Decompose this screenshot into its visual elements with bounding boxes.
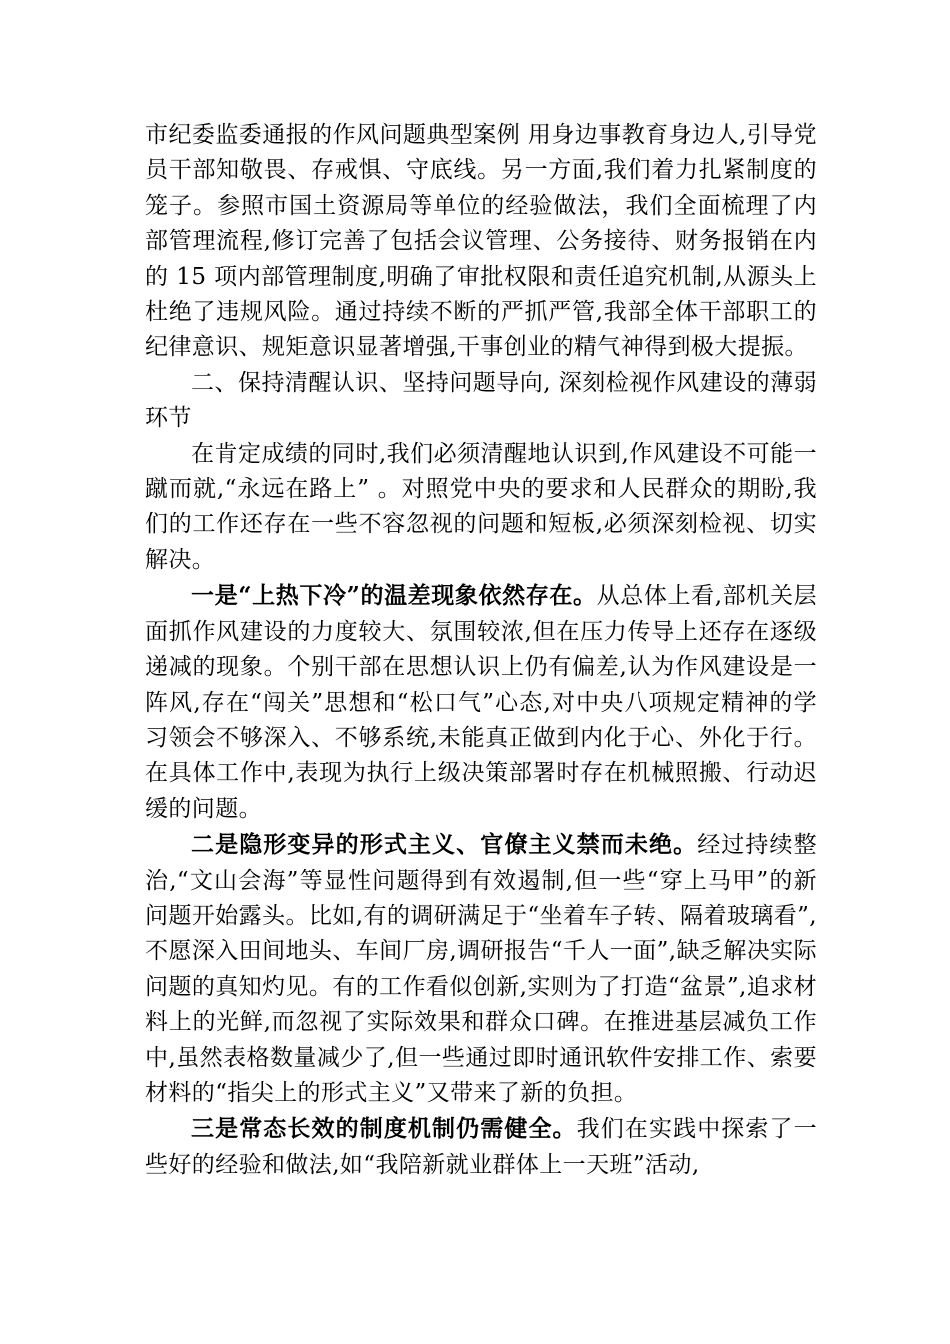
- document-page: [145, 118, 817, 1183]
- paragraph-continuation: [145, 118, 817, 366]
- section-heading: [145, 366, 817, 437]
- paragraph-text: 经过持续整治,“文山会海”等显性问题得到有效遏制,但一些“穿上马甲”的新问题开始露头。比如,有的调研满足于“坐着车子转、隔着玻璃看”,不愿深入田间地头、车间厂房,调研报告“千人一面”,缺乏解决实际问题的真知灼见。有的工作看似创新,实则为了打造“盆景”,追求材料上的光鲜,而忽视了实际效果和群众口碑。在推进基层减负工作中,虽然表格数量减少了,但一些通过即时通讯软件安排工作、索要材料的“指尖上的形式主义”又带来了新的负担。: [145, 832, 818, 1106]
- section-heading-text: 二、保持清醒认识、坚持问题导向, 深刻检视作风建设的薄弱环节: [145, 369, 817, 432]
- issue-lead-text: 一是“上热下冷”的温差现象依然存在。: [191, 582, 597, 610]
- paragraph-issue-2: [145, 827, 817, 1111]
- paragraph-intro: [145, 437, 817, 579]
- paragraph-text: 从总体上看,部机关层面抓作风建设的力度较大、氛围较浓,但在压力传导上还存在逐级递减的现象。个别干部在思想认识上仍有偏差,认为作风建设是一阵风,存在“闯关”思想和“松口气”心态,对中央八项规定精神的学习领会不够深入、不够系统,未能真正做到内化于心、外化于行。在具体工作中,表现为执行上级决策部署时存在机械照搬、行动迟缓的问题。: [145, 583, 817, 822]
- paragraph-text: 我们在实践中探索了一些好的经验和做法,如“我陪新就业群体上一天班”活动,: [145, 1116, 818, 1178]
- paragraph-issue-3: [145, 1111, 817, 1183]
- issue-lead-text: 三是常态长效的制度机制仍需健全。: [191, 1115, 577, 1143]
- paragraph-text: 市纪委监委通报的作风问题典型案例 用身边事教育身边人,引导党员干部知敬畏、存戒惧、守底线。另一方面,我们着力扎紧制度的笼子。参照市国土资源局等单位的经验做法，我们全面梳理了内部管理流程,修订完善了包括会议管理、公务接待、财务报销在内的 15 项内部管理制度,明确了审批权限和责任追究机制,从源头上杜绝了违规风险。通过持续不断的严抓严管,我部全体干部职工的纪律意识、规矩意识显著增强,干事创业的精气神得到极大提振。: [145, 122, 817, 361]
- paragraph-issue-1: [145, 578, 817, 827]
- paragraph-text: 在肯定成绩的同时,我们必须清醒地认识到,作风建设不可能一蹴而就,“永远在路上” 。对照党中央的要求和人民群众的期盼,我们的工作还存在一些不容忽视的问题和短板,必须深刻检视、切实解决。: [145, 440, 817, 573]
- issue-lead-text: 二是隐形变异的形式主义、官僚主义禁而未绝。: [191, 831, 698, 859]
